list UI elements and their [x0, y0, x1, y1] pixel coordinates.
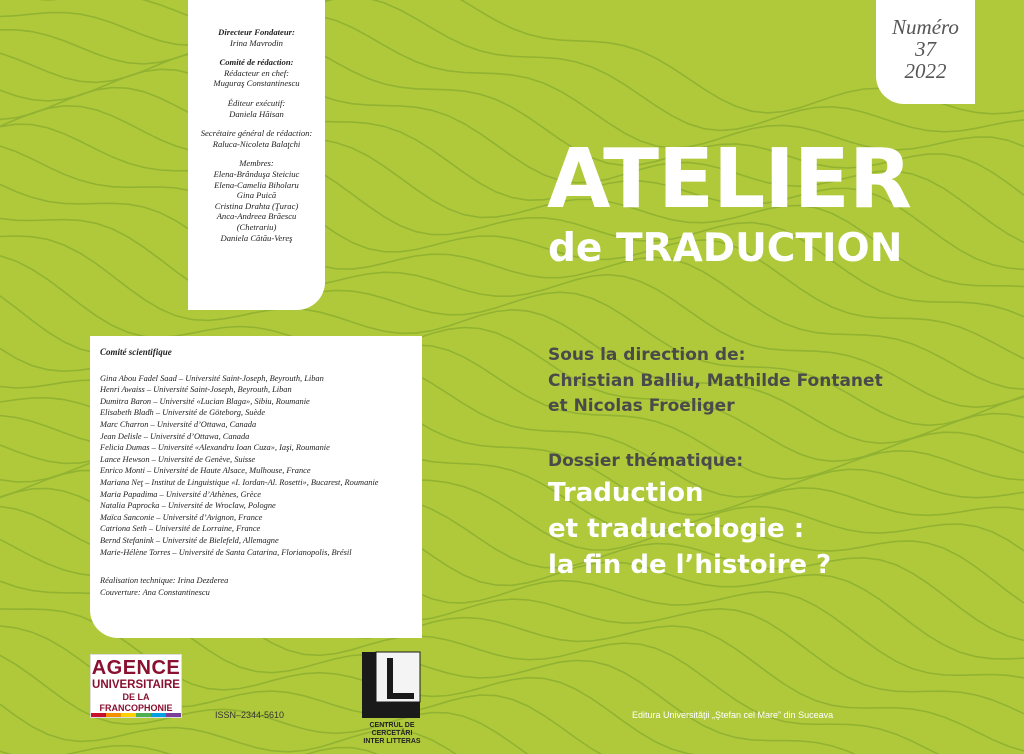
member-item: Gina Puică: [236, 190, 277, 201]
dossier-line: la fin de l’histoire ?: [548, 550, 832, 580]
inter-caption-line1: CENTRUL DE CERCETĂRI: [369, 722, 415, 737]
scientific-member: Elisabeth Bladh – Université de Göteborg, Suède: [100, 408, 266, 418]
dossier-line: Traduction: [548, 478, 704, 508]
scientific-member: Catriona Seth – Université de Lorraine, France: [100, 524, 261, 534]
scientific-member: Bernd Stefanink – Université de Bielefeld, Allemagne: [100, 535, 279, 545]
inter-caption-line2: INTER LITTERAS: [363, 738, 421, 745]
direction-label: Sous la direction de:: [548, 345, 746, 365]
scientific-member: Dumitra Baron – Université «Lucian Blaga», Sibiu, Roumanie: [100, 396, 310, 406]
scientific-member: Jean Delisle – Université d’Ottawa, Canada: [100, 431, 250, 441]
dossier-title: [548, 475, 831, 583]
auf-logo-line2: UNIVERSITAIRE: [92, 679, 180, 691]
direction-line: et Nicolas Froeliger: [548, 396, 735, 416]
scientific-member: Henri Awaiss – Université Saint-Joseph, Beyrouth, Liban: [100, 385, 292, 395]
scientific-member: Mariana Neţ – Institut de Linguistique «I. Iordan-Al. Rosetti», Bucarest, Roumanie: [100, 477, 379, 487]
secretary-name: Raluca-Nicoleta Balaţchi: [212, 138, 301, 149]
direction-line: Christian Balliu, Mathilde Fontanet: [548, 371, 883, 391]
exec-role: Éditeur exécutif:: [227, 97, 286, 108]
members-role: Membres:: [239, 158, 274, 169]
scientific-member: Lance Hewson – Université de Genève, Suisse: [100, 454, 256, 464]
scientific-committee-panel: [90, 336, 422, 638]
secretary-role: Secrétaire général de rédaction:: [200, 128, 313, 139]
issue-year: 2022: [904, 59, 947, 83]
founder-role: Directeur Fondateur:: [218, 27, 295, 37]
scientific-member: Marie-Hélène Torres – Université de Santa Catarina, Florianopolis, Brésil: [100, 547, 352, 557]
inter-litteras-logo-icon: [356, 650, 426, 720]
cover-credit: Couverture: Ana Constantinescu: [100, 587, 210, 597]
member-item: Elena-Camelia Biholaru: [214, 179, 299, 190]
scientific-member: Maïca Sanconie – Université d’Avignon, France: [100, 512, 263, 522]
issue-label: Numéro: [892, 15, 959, 39]
technical-credit: Réalisation technique: Irina Dezderea: [100, 576, 229, 586]
editorial-board-panel: [188, 0, 325, 310]
journal-title: ATELIER: [547, 132, 911, 227]
inter-litteras-caption: [352, 722, 432, 746]
exec-name: Daniela Hăisan: [229, 108, 284, 119]
member-item: Elena-Brânduşa Steiciuc: [213, 168, 300, 179]
committee-role: Comité de rédaction:: [219, 57, 294, 68]
issn: ISSN–2344-5610: [215, 710, 285, 720]
dossier-label: Dossier thématique:: [548, 451, 744, 471]
contour-line: [0, 13, 1024, 150]
member-item: Anca-Andreea Brăescu: [216, 211, 297, 222]
auf-logo-line1: AGENCE: [91, 657, 181, 679]
scientific-member: Marc Charron – Université d’Ottawa, Canada: [100, 419, 257, 429]
issue-badge: [876, 0, 975, 104]
chief-name: Muguraş Constantinescu: [213, 78, 300, 89]
auf-logo-line3: DE LA FRANCOPHONIE: [99, 692, 173, 713]
scientific-heading: Comité scientifique: [100, 347, 172, 357]
publisher: Editura Universităţii „Ştefan cel Mare” din Suceava: [632, 710, 834, 720]
issue-number: 37: [915, 37, 936, 61]
chief-role: Rédacteur en chef:: [224, 67, 289, 78]
direction-names: [548, 369, 883, 419]
founder-name: Irina Mavrodin: [230, 37, 283, 48]
contour-line: [0, 746, 1024, 754]
scientific-member: Natalia Paprocka – Université de Wroclaw, Pologne: [100, 501, 276, 511]
member-item: Cristina Drahta (Ţurac): [214, 200, 299, 211]
scientific-member: Felicia Dumas – Université «Alexandru Ioan Cuza», Iaşi, Roumanie: [100, 443, 330, 453]
scientific-member: Gina Abou Fadel Saad – Université Saint-Joseph, Beyrouth, Liban: [100, 373, 324, 383]
journal-subtitle: de TRADUCTION: [548, 226, 903, 271]
member-item: (Chetrariu): [236, 221, 277, 232]
dossier-line: et traductologie :: [548, 514, 805, 544]
auf-color-bar: [91, 713, 181, 717]
auf-logo: [90, 654, 182, 718]
scientific-member: Enrico Monti – Université de Haute Alsace, Mulhouse, France: [100, 466, 311, 476]
member-item: Daniela Cătău-Vereş: [220, 232, 293, 243]
scientific-member: Maria Papadima – Université d’Athènes, Grèce: [100, 489, 261, 499]
